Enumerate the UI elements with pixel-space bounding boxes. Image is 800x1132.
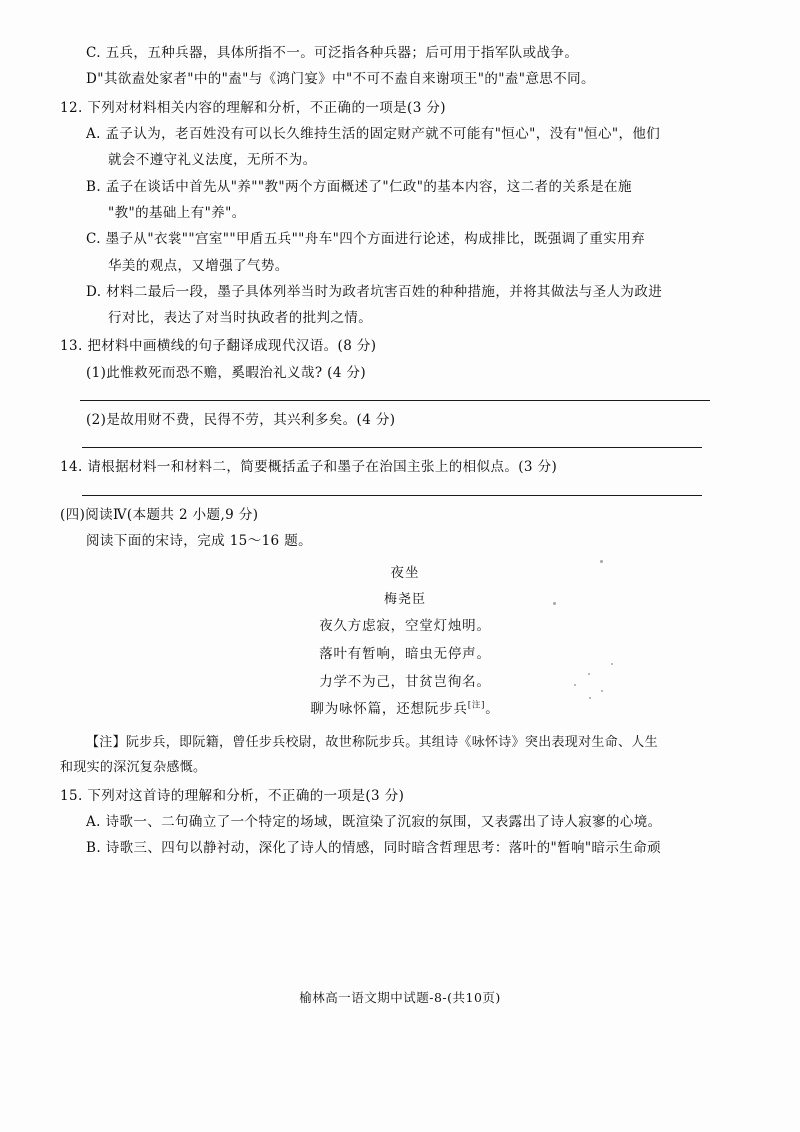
poem-block — [60, 560, 750, 724]
scan-speck — [589, 697, 591, 699]
poem-line-last-tail: 。 — [485, 701, 500, 718]
note-line: 和现实的深沉复杂感慨。 — [60, 760, 207, 776]
scan-speck — [574, 684, 576, 686]
poem-note-marker: [注] — [467, 700, 486, 711]
question-12-option-a-cont: 就会不遵守礼义法度，无所不为。 — [108, 152, 317, 169]
answer-rule-13-2 — [82, 447, 702, 448]
question-12-option-a: A. 孟子认为，老百姓没有可以长久维持生活的固定财产就不可能有"恒心"，没有"恒心"，他们 — [86, 125, 661, 142]
question-13-part-1: (1)此惟救死而恐不赡，奚暇治礼义哉? (4 分) — [86, 364, 367, 381]
question-15-stem: 15. 下列对这首诗的理解和分析，不正确的一项是(3 分) — [60, 787, 405, 804]
page-content — [60, 40, 750, 1030]
question-12-option-c-cont: 华美的观点，又增强了气势。 — [108, 257, 289, 274]
question-12-option-b-cont: "教"的基础上有"养"。 — [108, 204, 246, 221]
answer-rule-13-1 — [80, 400, 710, 401]
scan-speck — [601, 690, 603, 692]
note-line: 【注】阮步兵，即阮籍，曾任步兵校尉，故世称阮步兵。其组诗《咏怀诗》突出表现对生命、人生 — [86, 735, 658, 750]
question-12-option-d-cont: 行对比，表达了对当时执政者的批判之情。 — [108, 310, 373, 327]
poem-line-last — [60, 696, 750, 724]
scan-speck — [553, 602, 556, 605]
question-12-option-b: B. 孟子在谈话中首先从"养""教"两个方面概述了"仁政"的基本内容，这二者的关系是在施 — [86, 178, 632, 195]
scan-speck — [600, 560, 603, 563]
question-12-option-c: C. 墨子从"衣裳""宫室""甲盾五兵""舟车"四个方面进行论述，构成排比，既强调了重实用弃 — [86, 231, 646, 248]
question-13-stem: 13. 把材料中画横线的句子翻译成现代汉语。(8 分) — [60, 338, 377, 355]
poem-line: 力学不为己，甘贫岂徇名。 — [319, 673, 491, 690]
question-14-stem: 14. 请根据材料一和材料二，简要概括孟子和墨子在治国主张上的相似点。(3 分) — [60, 459, 558, 476]
paragraph-line: D"其欲盍处家者"中的"盍"与《鸿门宴》中"不可不盍自来谢项王"的"盍"意思不同。 — [86, 71, 595, 88]
scan-speck — [611, 663, 613, 665]
scan-speck — [588, 673, 590, 675]
section-instruction: 阅读下面的宋诗，完成 15～16 题。 — [86, 533, 313, 549]
question-15-option-b: B. 诗歌三、四句以静衬动，深化了诗人的情感，同时暗含哲理思考：落叶的"暂响"暗示生命顽 — [86, 840, 662, 857]
section-header: (四)阅读Ⅳ(本题共 2 小题,9 分) — [60, 506, 259, 523]
poem-author: 梅尧臣 — [383, 592, 426, 608]
paragraph-line: C. 五兵，五种兵器，具体所指不一。可泛指各种兵器；后可用于指军队或战争。 — [86, 45, 579, 61]
question-13-part-2: (2)是故用财不费，民得不劳，其兴利多矣。(4 分) — [86, 412, 396, 429]
poem-line: 夜久方虑寂，空堂灯烛明。 — [319, 618, 491, 635]
question-12-stem: 12. 下列对材料相关内容的理解和分析，不正确的一项是(3 分) — [60, 99, 446, 116]
answer-rule-14 — [82, 495, 702, 496]
poem-line-last-text: 聊为咏怀篇，还想阮步兵 — [310, 701, 468, 718]
poem-title: 夜坐 — [390, 565, 420, 582]
poem-line: 落叶有暂响，暗虫无停声。 — [319, 645, 491, 662]
question-12-option-d: D. 材料二最后一段，墨子具体列举当时为政者坑害百姓的种种措施，并将其做法与圣人为政进 — [86, 283, 663, 300]
page-footer: 榆林高一语文期中试题-8-(共10页) — [299, 990, 501, 1005]
question-15-option-a: A. 诗歌一、二句确立了一个特定的场域，既渲染了沉寂的氛围，又表露出了诗人寂寥的心境。 — [86, 814, 662, 830]
